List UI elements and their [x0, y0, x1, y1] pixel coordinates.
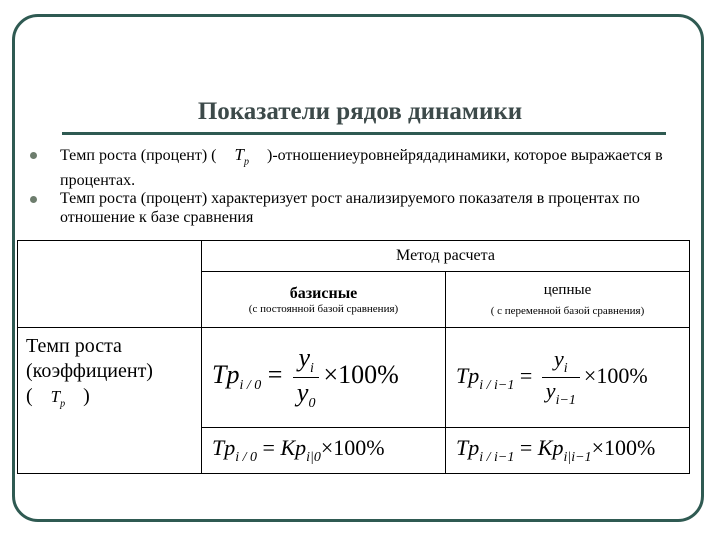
bullet-dot-icon [30, 152, 37, 159]
basis-formula-coefficient: $Tp_{i / 0} = Kp_{i|0}\times 100\%$ [202, 428, 446, 474]
bullet-text-before: Темп роста (процент) ( [60, 147, 217, 164]
basis-subheader: (с постоянной базой сравнения) [248, 302, 399, 315]
bullet-dot-icon [30, 196, 37, 203]
bullet-text-after: )-отношениеуровнейрядадинамики, которое выражается в процентах. [60, 147, 663, 189]
bullet-text: Темп роста (процент) характеризует рост анализируемого показателя в процентах по отношение к базе сравнения [60, 190, 640, 226]
bullet-list [30, 146, 700, 227]
table-corner-cell [18, 241, 202, 328]
chain-subheader: ( с переменной базой сравнения) [490, 305, 645, 317]
tp-symbol: $T_p$ [234, 145, 249, 168]
basis-formula-ratio: $Tp_{i / 0}$ = $\frac{y_i}{y_0}$ ×100% [202, 328, 446, 428]
title-underline [62, 132, 666, 135]
bullet-item [30, 146, 700, 190]
slide-title: Показатели рядов динамики [197, 98, 523, 125]
basis-header: базисные [289, 284, 358, 302]
method-header: Метод расчета [202, 241, 690, 272]
method-table [17, 240, 690, 474]
bullet-item [30, 190, 700, 227]
chain-header-cell [446, 272, 690, 328]
chain-header: цепные [543, 282, 592, 298]
chain-formula-coefficient: $Tp_{i / i-1} = Kp_{i|i-1}\times 100\%$ [446, 428, 690, 474]
basis-header-cell [202, 272, 446, 328]
chain-formula-ratio: $Tp_{i / i-1}$ = $\frac{y_i}{y_{i-1}}$ ×100% [446, 328, 690, 428]
row-label-growth-rate: Темп роста (коэффициент) ( $T_p$ ) [18, 328, 202, 474]
